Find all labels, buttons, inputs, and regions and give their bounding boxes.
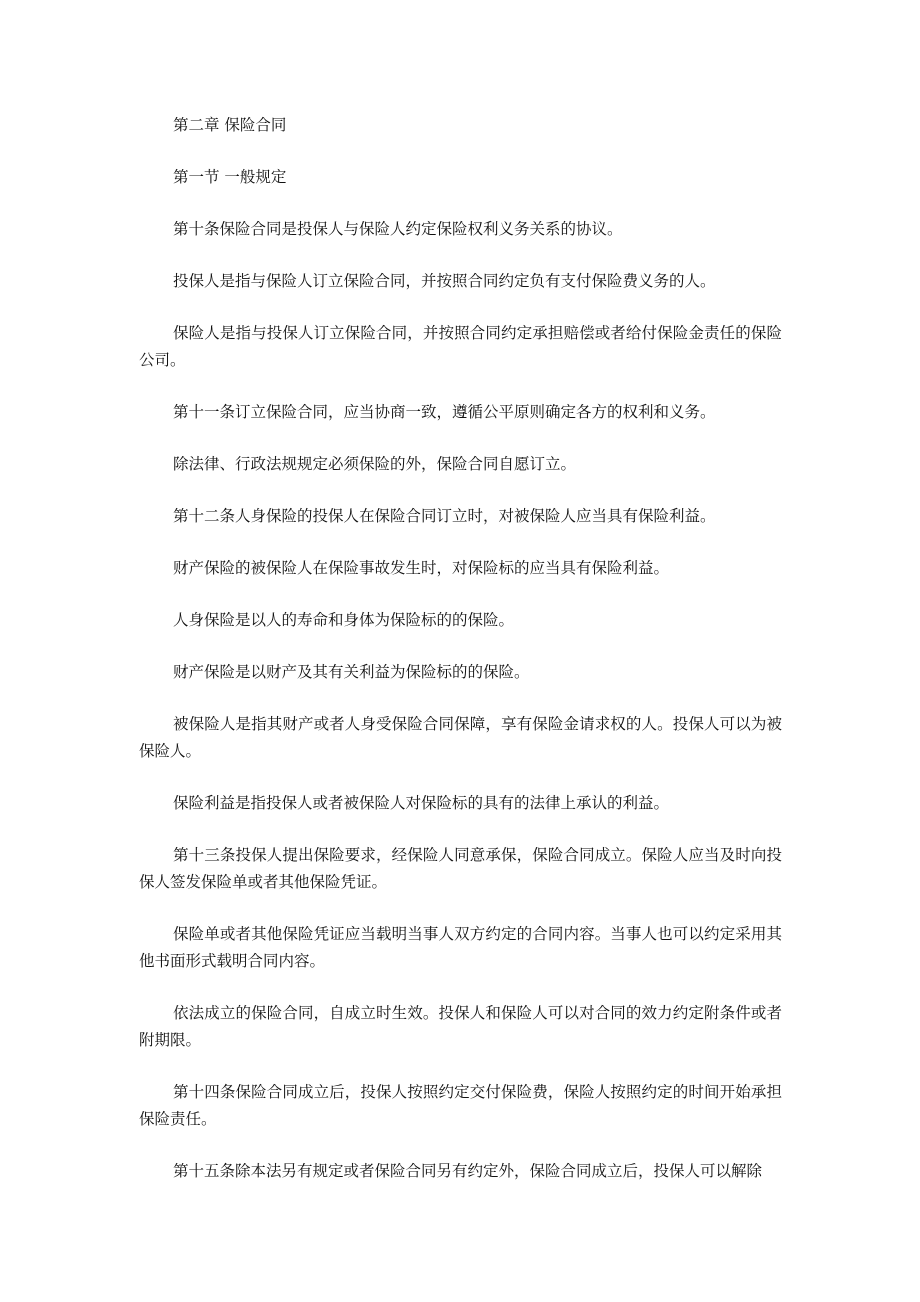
document-body bbox=[139, 112, 782, 1210]
paragraph: 被保险人是指其财产或者人身受保险合同保障，享有保险金请求权的人。投保人可以为被保险人。 bbox=[139, 715, 782, 760]
paragraph: 保险利益是指投保人或者被保险人对保险标的具有的法律上承认的利益。 bbox=[173, 794, 670, 812]
paragraph: 第十二条人身保险的投保人在保险合同订立时，对被保险人应当具有保险利益。 bbox=[173, 507, 716, 525]
paragraph: 第十三条投保人提出保险要求，经保险人同意承保，保险合同成立。保险人应当及时向投保人签发保险单或者其他保险凭证。 bbox=[139, 846, 782, 891]
paragraph: 第十一条订立保险合同，应当协商一致，遵循公平原则确定各方的权利和义务。 bbox=[173, 403, 716, 421]
paragraph: 第十条保险合同是投保人与保险人约定保险权利义务关系的协议。 bbox=[173, 220, 623, 238]
paragraph: 投保人是指与保险人订立保险合同，并按照合同约定负有支付保险费义务的人。 bbox=[173, 272, 716, 290]
paragraph: 第十四条保险合同成立后，投保人按照约定交付保险费，保险人按照约定的时间开始承担保险责任。 bbox=[139, 1083, 782, 1128]
paragraph: 保险单或者其他保险凭证应当载明当事人双方约定的合同内容。当事人也可以约定采用其他书面形式载明合同内容。 bbox=[139, 925, 782, 970]
chapter-heading: 第二章 保险合同 bbox=[173, 116, 287, 134]
paragraph: 保险人是指与投保人订立保险合同，并按照合同约定承担赔偿或者给付保险金责任的保险公司。 bbox=[139, 324, 782, 369]
paragraph: 人身保险是以人的寿命和身体为保险标的的保险。 bbox=[173, 611, 515, 629]
paragraph: 依法成立的保险合同，自成立时生效。投保人和保险人可以对合同的效力约定附条件或者附期限。 bbox=[139, 1004, 782, 1049]
section-heading: 第一节 一般规定 bbox=[173, 168, 287, 186]
paragraph: 除法律、行政法规规定必须保险的外，保险合同自愿订立。 bbox=[173, 455, 577, 473]
paragraph: 财产保险的被保险人在保险事故发生时，对保险标的应当具有保险利益。 bbox=[173, 559, 670, 577]
paragraph: 第十五条除本法另有规定或者保险合同另有约定外，保险合同成立后，投保人可以解除 bbox=[173, 1162, 763, 1180]
paragraph: 财产保险是以财产及其有关利益为保险标的的保险。 bbox=[173, 663, 530, 681]
